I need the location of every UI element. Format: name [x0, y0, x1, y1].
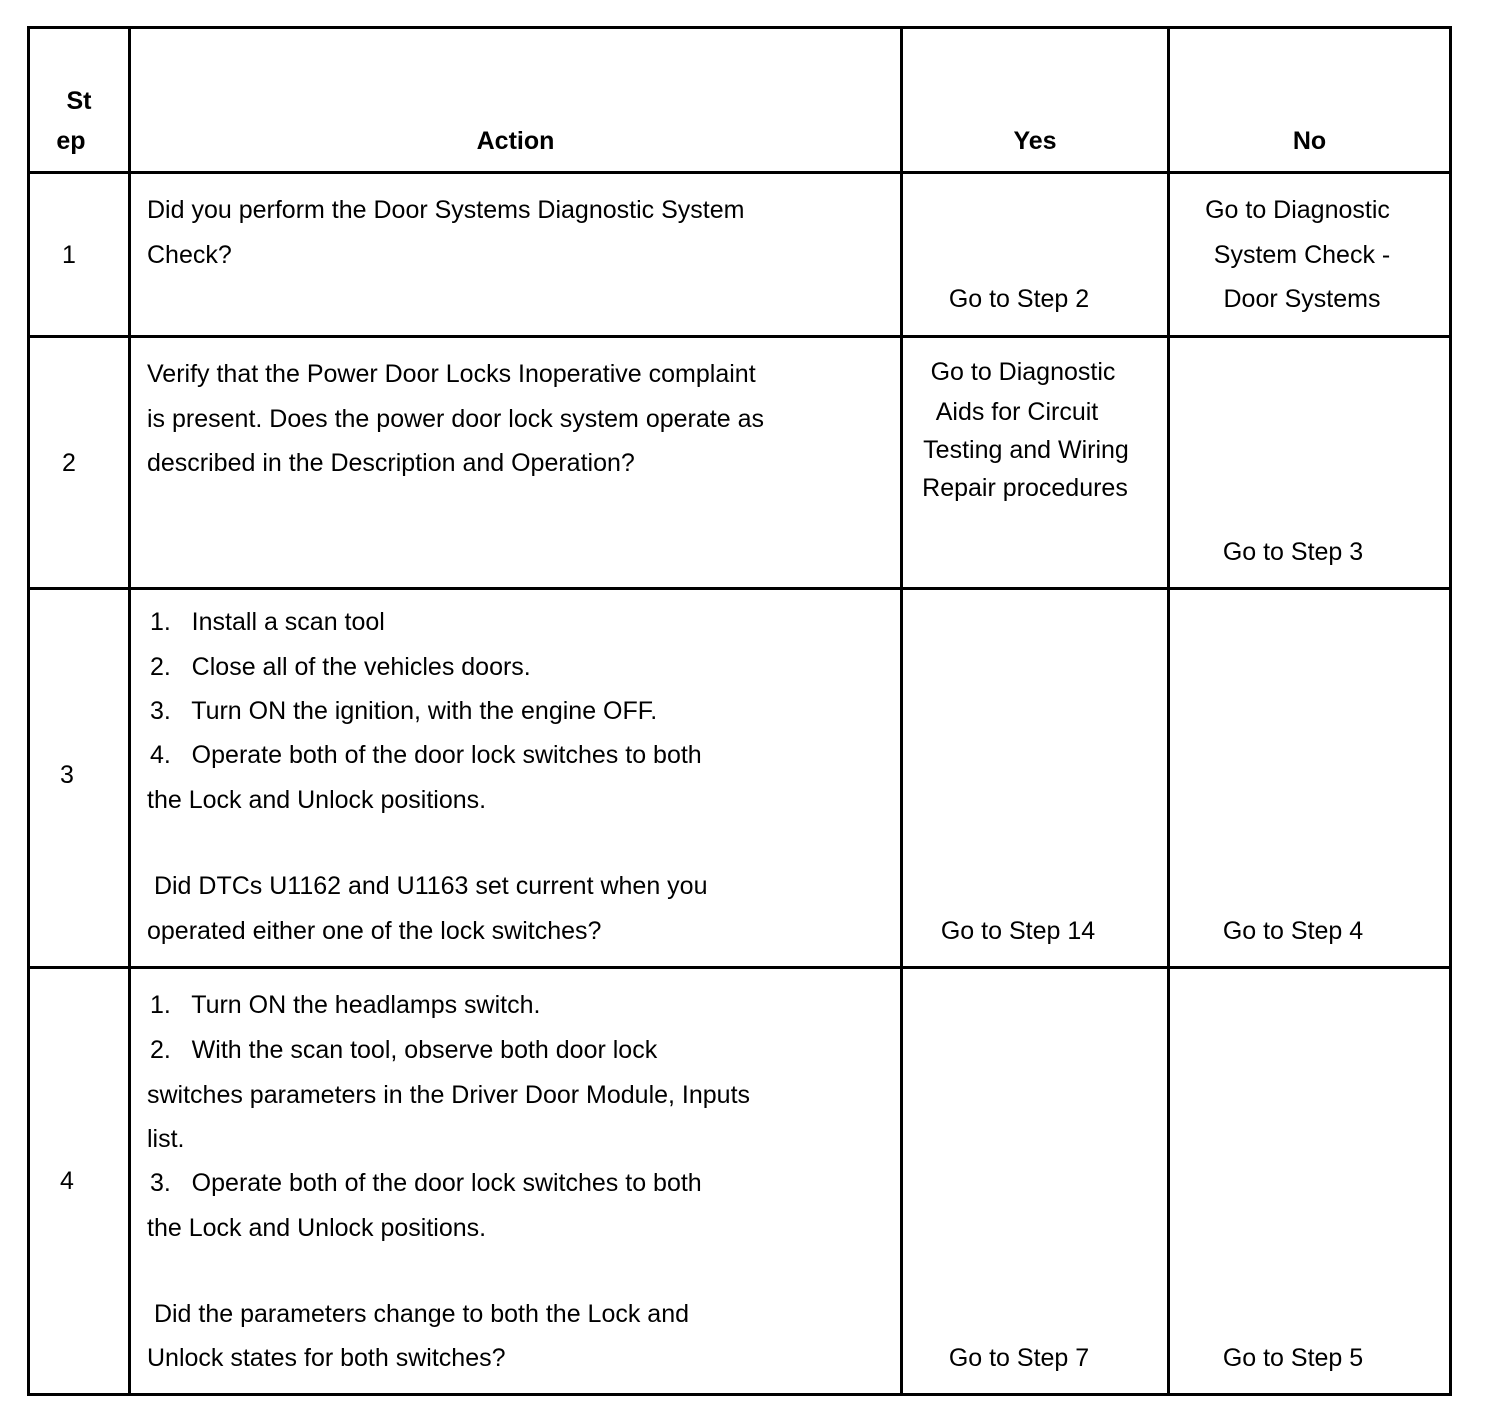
rule-left	[27, 26, 30, 1396]
yes-line: Go to Step 2	[948, 285, 1090, 313]
no-line: Go to Step 5	[1222, 1344, 1364, 1372]
rule-step-action	[128, 26, 131, 1396]
yes-line: Go to Step 7	[948, 1344, 1090, 1372]
action-line: 4. Operate both of the door lock switches to both	[150, 741, 702, 769]
no-line: Go to Diagnostic	[1205, 196, 1390, 224]
yes-line: Go to Diagnostic	[930, 358, 1116, 386]
action-line: Verify that the Power Door Locks Inoperative complaint	[147, 360, 756, 388]
header-step-line1: St	[66, 87, 92, 115]
action-line: 3. Turn ON the ignition, with the engine OFF.	[150, 697, 658, 725]
action-line: Unlock states for both switches?	[147, 1344, 506, 1372]
action-line: switches parameters in the Driver Door Module, Inputs	[147, 1081, 751, 1109]
action-line: Did DTCs U1162 and U1163 set current when you	[147, 872, 708, 900]
action-line: 2. With the scan tool, observe both door lock	[150, 1036, 658, 1064]
rule-row2-bottom	[27, 587, 1452, 590]
step-number: 3	[60, 761, 74, 789]
rule-header-bottom	[27, 171, 1452, 174]
no-line: Door Systems	[1223, 285, 1381, 313]
no-line: Go to Step 3	[1222, 538, 1364, 566]
rule-row1-bottom	[27, 335, 1452, 338]
action-line: Check?	[147, 241, 232, 269]
rule-action-yes	[900, 26, 903, 1396]
action-line: described in the Description and Operation?	[147, 449, 635, 477]
step-number: 4	[60, 1167, 74, 1195]
yes-line: Testing and Wiring	[923, 436, 1129, 464]
no-line: Go to Step 4	[1222, 917, 1364, 945]
header-yes: Yes	[1013, 127, 1057, 155]
action-line: 1. Turn ON the headlamps switch.	[150, 991, 541, 1019]
yes-line: Repair procedures	[922, 474, 1128, 502]
action-line: the Lock and Unlock positions.	[147, 786, 487, 814]
step-number: 1	[62, 241, 76, 269]
rule-right	[1449, 26, 1452, 1396]
header-step-line2: ep	[56, 127, 86, 155]
rule-top	[27, 26, 1452, 29]
action-line: the Lock and Unlock positions.	[147, 1214, 487, 1242]
rule-bottom	[27, 1393, 1452, 1396]
action-line: Did you perform the Door Systems Diagnostic System	[147, 196, 745, 224]
action-line: 2. Close all of the vehicles doors.	[150, 653, 531, 681]
action-line: is present. Does the power door lock system operate as	[147, 405, 764, 433]
yes-line: Aids for Circuit	[935, 398, 1099, 426]
action-line: 3. Operate both of the door lock switches to both	[150, 1169, 702, 1197]
action-line: 1. Install a scan tool	[150, 608, 385, 636]
action-line: Did the parameters change to both the Lock and	[147, 1300, 690, 1328]
action-line: operated either one of the lock switches?	[147, 917, 602, 945]
step-number: 2	[62, 449, 76, 477]
header-no: No	[1292, 127, 1327, 155]
header-action: Action	[476, 127, 555, 155]
yes-line: Go to Step 14	[940, 917, 1096, 945]
action-line: list.	[147, 1125, 185, 1153]
no-line: System Check -	[1213, 241, 1391, 269]
rule-row3-bottom	[27, 966, 1452, 969]
